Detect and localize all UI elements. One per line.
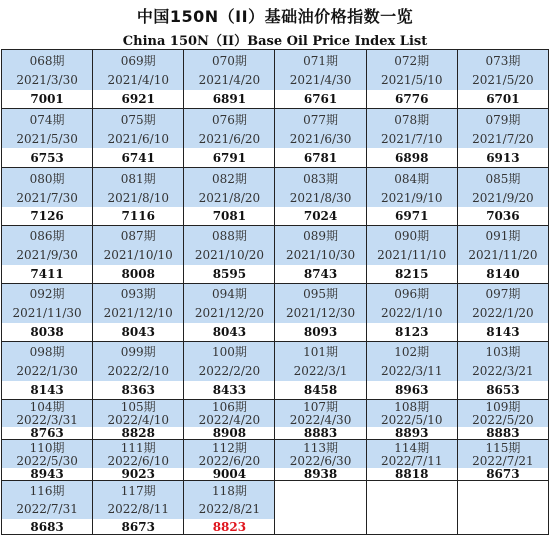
index-period-cell: 097期 — [458, 284, 549, 303]
index-period-cell: 080期 — [2, 168, 93, 188]
index-value-cell: 6741 — [93, 148, 184, 168]
empty-cell — [367, 499, 458, 519]
index-period-cell: 093期 — [93, 284, 184, 303]
index-value-cell: 6971 — [367, 207, 458, 226]
index-value-cell: 7036 — [458, 207, 549, 226]
index-period-cell: 085期 — [458, 168, 549, 188]
index-date-cell: 2021/5/10 — [367, 70, 458, 90]
index-date-cell: 2021/8/20 — [184, 188, 275, 207]
index-date-cell: 2022/4/30 — [275, 413, 366, 427]
index-date-cell: 2022/1/20 — [458, 303, 549, 323]
index-period-cell: 101期 — [275, 342, 366, 361]
index-period-cell: 079期 — [458, 109, 549, 129]
index-period-cell: 098期 — [2, 342, 93, 361]
index-date-cell: 2021/12/20 — [184, 303, 275, 323]
index-value-cell: 8743 — [275, 265, 366, 284]
index-date-cell: 2022/8/21 — [184, 499, 275, 519]
index-date-cell: 2022/5/10 — [367, 413, 458, 427]
index-date-cell: 2021/11/20 — [458, 245, 549, 265]
index-period-cell: 095期 — [275, 284, 366, 303]
index-period-cell: 073期 — [458, 50, 549, 70]
index-period-cell: 092期 — [2, 284, 93, 303]
index-date-cell: 2021/9/20 — [458, 188, 549, 207]
index-date-cell: 2021/4/30 — [275, 70, 366, 90]
index-period-cell: 117期 — [93, 481, 184, 499]
index-value-cell: 8595 — [184, 265, 275, 284]
index-value-cell: 8433 — [184, 381, 275, 400]
index-date-cell: 2021/5/30 — [2, 129, 93, 148]
index-date-cell: 2022/5/30 — [2, 454, 93, 468]
index-value-cell: 6701 — [458, 90, 549, 109]
index-date-cell: 2021/6/10 — [93, 129, 184, 148]
index-date-cell: 2021/6/20 — [184, 129, 275, 148]
index-period-cell: 071期 — [275, 50, 366, 70]
index-date-cell: 2022/7/21 — [458, 454, 549, 468]
index-value-cell: 8458 — [275, 381, 366, 400]
index-date-cell: 2022/4/20 — [184, 413, 275, 427]
index-period-cell: 116期 — [2, 481, 93, 499]
title-english: China 150N（II）Base Oil Price Index List — [122, 33, 428, 49]
index-period-cell: 089期 — [275, 226, 366, 245]
index-period-cell: 108期 — [367, 400, 458, 413]
index-value-cell: 8823 — [184, 519, 275, 535]
index-value-cell: 8883 — [458, 427, 549, 440]
index-period-cell: 081期 — [93, 168, 184, 188]
index-value-cell: 8893 — [367, 427, 458, 440]
empty-cell — [458, 519, 549, 535]
index-value-cell: 7001 — [2, 90, 93, 109]
index-value-cell: 8908 — [184, 427, 275, 440]
index-date-cell: 2021/5/20 — [458, 70, 549, 90]
index-value-cell: 8043 — [93, 323, 184, 342]
index-date-cell: 2021/10/10 — [93, 245, 184, 265]
index-date-cell: 2022/8/11 — [93, 499, 184, 519]
index-period-cell: 083期 — [275, 168, 366, 188]
index-period-cell: 078期 — [367, 109, 458, 129]
index-period-cell: 088期 — [184, 226, 275, 245]
index-period-cell: 106期 — [184, 400, 275, 413]
index-period-cell: 102期 — [367, 342, 458, 361]
index-date-cell: 2021/11/30 — [2, 303, 93, 323]
index-date-cell: 2022/4/10 — [93, 413, 184, 427]
index-period-cell: 107期 — [275, 400, 366, 413]
index-value-cell: 7126 — [2, 207, 93, 226]
index-date-cell: 2021/9/30 — [2, 245, 93, 265]
index-date-cell: 2021/9/10 — [367, 188, 458, 207]
index-value-cell: 8038 — [2, 323, 93, 342]
index-date-cell: 2022/2/20 — [184, 361, 275, 381]
empty-cell — [458, 481, 549, 499]
index-period-cell: 103期 — [458, 342, 549, 361]
index-period-cell: 077期 — [275, 109, 366, 129]
index-value-cell: 6761 — [275, 90, 366, 109]
index-period-cell: 110期 — [2, 440, 93, 454]
index-value-cell: 8143 — [458, 323, 549, 342]
index-date-cell: 2021/6/30 — [275, 129, 366, 148]
index-date-cell: 2022/1/30 — [2, 361, 93, 381]
index-period-cell: 114期 — [367, 440, 458, 454]
index-period-cell: 105期 — [93, 400, 184, 413]
index-date-cell: 2022/7/11 — [367, 454, 458, 468]
empty-cell — [275, 499, 366, 519]
title-chinese: 中国150N（II）基础油价格指数一览 — [136, 6, 414, 26]
index-date-cell: 2021/11/10 — [367, 245, 458, 265]
index-date-cell: 2022/6/20 — [184, 454, 275, 468]
index-date-cell: 2021/7/10 — [367, 129, 458, 148]
index-period-cell: 109期 — [458, 400, 549, 413]
index-date-cell: 2021/10/30 — [275, 245, 366, 265]
index-date-cell: 2022/3/11 — [367, 361, 458, 381]
index-value-cell: 7024 — [275, 207, 366, 226]
index-period-cell: 091期 — [458, 226, 549, 245]
index-value-cell: 8653 — [458, 381, 549, 400]
index-date-cell: 2021/7/30 — [2, 188, 93, 207]
index-value-cell: 8673 — [458, 468, 549, 481]
index-period-cell: 075期 — [93, 109, 184, 129]
index-period-cell: 104期 — [2, 400, 93, 413]
index-date-cell: 2022/5/20 — [458, 413, 549, 427]
empty-cell — [458, 499, 549, 519]
index-value-cell: 7081 — [184, 207, 275, 226]
index-date-cell: 2022/6/30 — [275, 454, 366, 468]
index-date-cell: 2021/12/10 — [93, 303, 184, 323]
index-value-cell: 8943 — [2, 468, 93, 481]
index-value-cell: 8683 — [2, 519, 93, 535]
index-date-cell: 2021/12/30 — [275, 303, 366, 323]
empty-cell — [275, 481, 366, 499]
index-value-cell: 8818 — [367, 468, 458, 481]
index-date-cell: 2022/1/10 — [367, 303, 458, 323]
index-date-cell: 2021/4/20 — [184, 70, 275, 90]
index-period-cell: 099期 — [93, 342, 184, 361]
index-value-cell: 9004 — [184, 468, 275, 481]
index-period-cell: 118期 — [184, 481, 275, 499]
empty-cell — [275, 519, 366, 535]
index-value-cell: 6913 — [458, 148, 549, 168]
index-period-cell: 072期 — [367, 50, 458, 70]
index-period-cell: 112期 — [184, 440, 275, 454]
index-value-cell: 8883 — [275, 427, 366, 440]
index-period-cell: 113期 — [275, 440, 366, 454]
index-period-cell: 087期 — [93, 226, 184, 245]
index-period-cell: 090期 — [367, 226, 458, 245]
index-period-cell: 076期 — [184, 109, 275, 129]
index-value-cell: 8828 — [93, 427, 184, 440]
index-value-cell: 7116 — [93, 207, 184, 226]
index-period-cell: 086期 — [2, 226, 93, 245]
index-period-cell: 111期 — [93, 440, 184, 454]
empty-cell — [367, 519, 458, 535]
index-value-cell: 8938 — [275, 468, 366, 481]
index-date-cell: 2021/8/30 — [275, 188, 366, 207]
index-date-cell: 2022/7/31 — [2, 499, 93, 519]
index-value-cell: 9023 — [93, 468, 184, 481]
price-index-document — [1, 1, 549, 545]
index-date-cell: 2022/3/21 — [458, 361, 549, 381]
index-value-cell: 6781 — [275, 148, 366, 168]
index-date-cell: 2022/6/10 — [93, 454, 184, 468]
index-value-cell: 6776 — [367, 90, 458, 109]
index-date-cell: 2022/3/31 — [2, 413, 93, 427]
index-value-cell: 8093 — [275, 323, 366, 342]
index-value-cell: 8763 — [2, 427, 93, 440]
index-value-cell: 8143 — [2, 381, 93, 400]
price-index-table — [1, 49, 549, 535]
index-value-cell: 8363 — [93, 381, 184, 400]
index-period-cell: 074期 — [2, 109, 93, 129]
index-value-cell: 7411 — [2, 265, 93, 284]
index-date-cell: 2021/7/20 — [458, 129, 549, 148]
index-value-cell: 8008 — [93, 265, 184, 284]
index-period-cell: 094期 — [184, 284, 275, 303]
index-date-cell: 2022/2/10 — [93, 361, 184, 381]
index-date-cell: 2021/8/10 — [93, 188, 184, 207]
index-period-cell: 115期 — [458, 440, 549, 454]
index-period-cell: 096期 — [367, 284, 458, 303]
index-period-cell: 069期 — [93, 50, 184, 70]
index-value-cell: 6753 — [2, 148, 93, 168]
index-value-cell: 8673 — [93, 519, 184, 535]
index-date-cell: 2021/10/20 — [184, 245, 275, 265]
index-period-cell: 084期 — [367, 168, 458, 188]
index-value-cell: 6898 — [367, 148, 458, 168]
index-period-cell: 082期 — [184, 168, 275, 188]
index-period-cell: 070期 — [184, 50, 275, 70]
index-period-cell: 100期 — [184, 342, 275, 361]
index-date-cell: 2022/3/1 — [275, 361, 366, 381]
index-date-cell: 2021/4/10 — [93, 70, 184, 90]
index-value-cell: 6891 — [184, 90, 275, 109]
index-value-cell: 8123 — [367, 323, 458, 342]
index-value-cell: 8043 — [184, 323, 275, 342]
index-value-cell: 6921 — [93, 90, 184, 109]
index-period-cell: 068期 — [2, 50, 93, 70]
index-value-cell: 8140 — [458, 265, 549, 284]
empty-cell — [367, 481, 458, 499]
index-value-cell: 6791 — [184, 148, 275, 168]
index-date-cell: 2021/3/30 — [2, 70, 93, 90]
index-value-cell: 8215 — [367, 265, 458, 284]
index-value-cell: 8963 — [367, 381, 458, 400]
